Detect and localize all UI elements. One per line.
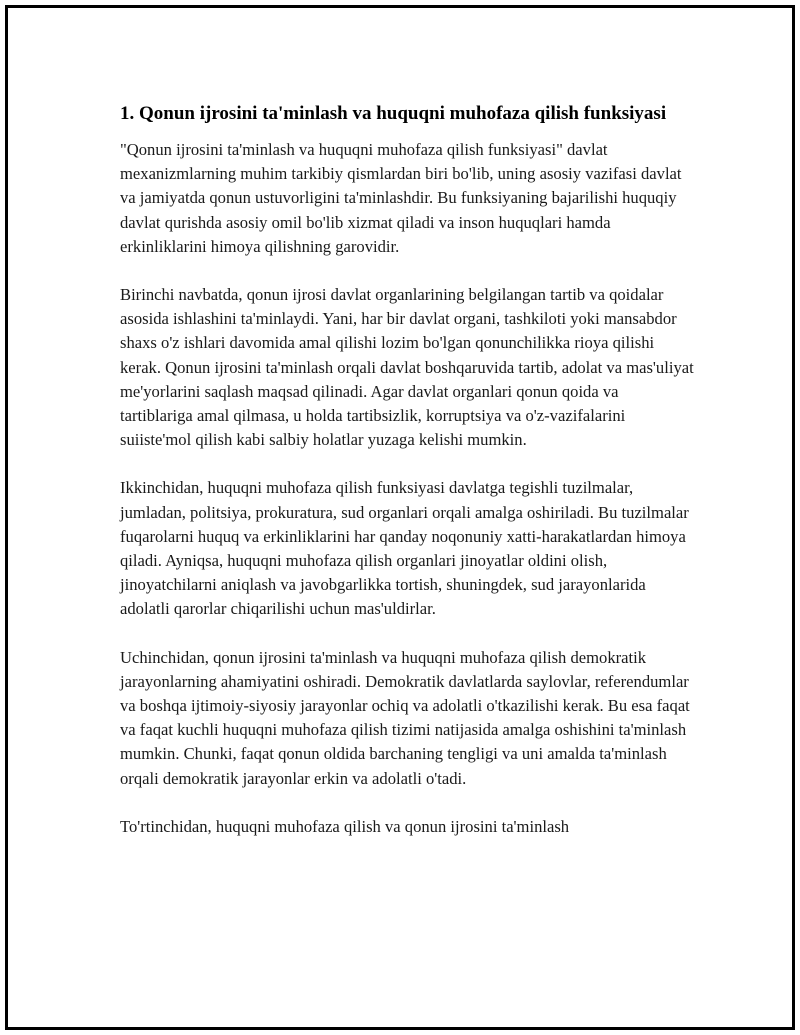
- paragraph-second: Ikkinchidan, huquqni muhofaza qilish funksiyasi davlatga tegishli tuzilmalar, jumladan, politsiya, prokuratura, sud organlari orqali amalga oshiriladi. Bu tuzilmalar fuqarolarni huquq va erkinliklarini har qanday noqonuniy xatti-harakatlardan himoya qiladi. Ayniqsa, huquqni muhofaza qilish organlari jinoyatlar oldini olish, jinoyatchilarni aniqlash va javobgarlikka tortish, shuningdek, sud jarayonlarida adolatli qarorlar chiqarilishi uchun mas'uldirlar.: [120, 478, 689, 619]
- paragraph-third: Uchinchidan, qonun ijrosini ta'minlash va huquqni muhofaza qilish demokratik jarayonlarning ahamiyatini oshiradi. Demokratik davlatlarda saylovlar, referendumlar va boshqa ijtimoiy-siyosiy jarayonlar ochiq va adolatli o'tkazilishi kerak. Bu esa faqat va faqat kuchli huquqni muhofaza qilish tizimi natijasida amalga oshishini ta'minlash mumkin. Chunki, faqat qonun oldida barchaning tengligi va uni amalda ta'minlash orqali demokratik jarayonlar erkin va adolatli o'tadi.: [120, 647, 690, 788]
- page-border: [5, 5, 795, 1030]
- paragraph-first: Birinchi navbatda, qonun ijrosi davlat organlarining belgilangan tartib va qoidalar asosida ishlashini ta'minlaydi. Yani, har bir davlat organi, tashkiloti yoki mansabdor shaxs o'z ishlari davomida amal qilishi lozim bo'lgan qonunchilikka rioya qilishi kerak. Qonun ijrosini ta'minlash orqali davlat boshqaruvida tartib, adolat va mas'uliyat me'yorlarini saqlash maqsad qilinadi. Agar davlat organlari qonun qoida va tartiblariga amal qilmasa, u holda tartibsizlik, korruptsiya va o'z-vazifalarini suiiste'mol qilish kabi salbiy holatlar yuzaga kelishi mumkin.: [120, 285, 694, 450]
- section-heading: 1. Qonun ijrosini ta'minlash va huquqni muhofaza qilish funksiyasi: [120, 103, 667, 124]
- paragraph-intro: "Qonun ijrosini ta'minlash va huquqni muhofaza qilish funksiyasi" davlat mexanizmlarning muhim tarkibiy qismlardan biri bo'lib, uning asosiy vazifasi davlat va jamiyatda qonun ustuvorligini ta'minlashdir. Bu funksiyaning bajarilishi huquqiy davlat qurishda asosiy omil bo'lib xizmat qiladi va inson huquqlari hamda erkinliklarini himoya qilishning garovidir.: [120, 140, 682, 256]
- paragraph-fourth: To'rtinchidan, huquqni muhofaza qilish va qonun ijrosini ta'minlash: [120, 816, 570, 836]
- document-body: [120, 101, 695, 863]
